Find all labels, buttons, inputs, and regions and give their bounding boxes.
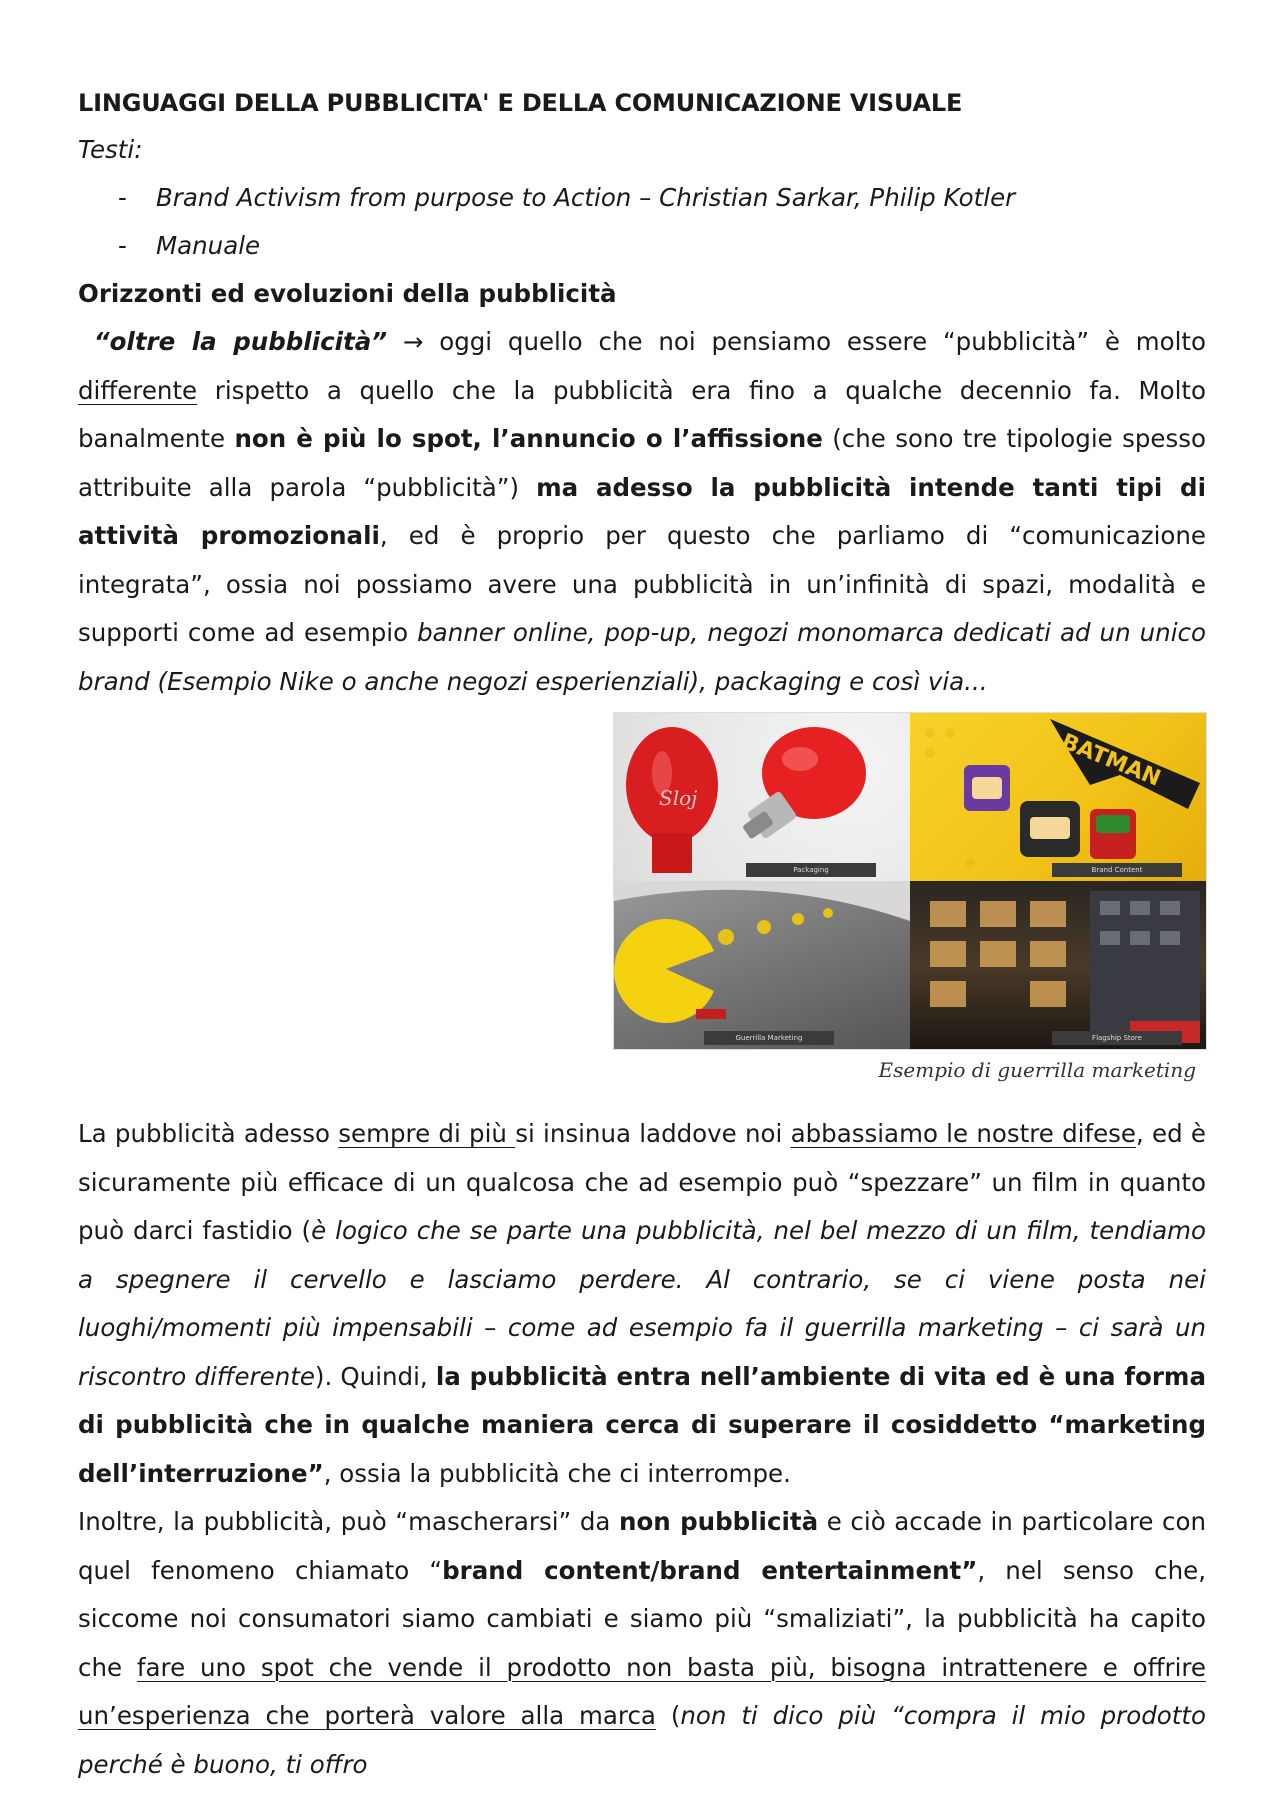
- image-label: Guerrilla Marketing: [704, 1031, 834, 1045]
- store-building-illustration: [910, 881, 1206, 1049]
- reference-list: [78, 174, 1206, 270]
- underlined-text: sempre di più: [338, 1119, 516, 1148]
- paragraph-text: si insinua laddove noi: [515, 1119, 791, 1148]
- document-page: [78, 80, 1206, 1789]
- testi-label: Testi:: [78, 135, 143, 164]
- list-item: [78, 174, 1206, 222]
- list-dash: -: [118, 231, 127, 260]
- list-dash: -: [118, 183, 127, 212]
- paragraph-text: La pubblicità adesso: [78, 1119, 339, 1148]
- image-label: Flagship Store: [1052, 1031, 1182, 1045]
- packaging-image: [614, 713, 910, 881]
- paragraph-guerrilla: [78, 1110, 1206, 1498]
- quoted-phrase: “oltre la pubblicità”: [93, 327, 388, 356]
- reference-text: Brand Activism from purpose to Action – Christian Sarkar, Philip Kotler: [156, 183, 1016, 212]
- paragraph-text: ). Quindi,: [314, 1361, 436, 1391]
- document-title: LINGUAGGI DELLA PUBBLICITA' E DELLA COMUNICAZIONE VISUALE: [78, 89, 963, 117]
- image-collage: [613, 712, 1207, 1050]
- paragraph-intro: [78, 318, 1206, 706]
- paragraph-text: e ciò accade in particolare con quel fenomeno chiamato “: [78, 1507, 1206, 1585]
- brand-content-image: [910, 713, 1206, 881]
- bold-text: non pubblicità: [619, 1507, 819, 1536]
- bold-text: brand content/brand entertainment”: [442, 1555, 978, 1585]
- svg-text:Sloj: Sloj: [659, 786, 698, 810]
- italic-text: banner online, pop-up, negozi monomarca dedicati ad un unico brand (Esempio Nike o anche negozi esperienziali), packaging e così via...: [78, 618, 1206, 696]
- list-item: [78, 222, 1206, 270]
- paragraph-brand-content: [78, 1498, 1206, 1789]
- flagship-store-image: [910, 881, 1206, 1049]
- italic-text: è logico che se parte una pubblicità, nel bel mezzo di un film, tendiamo a spegnere il cervello e lasciamo perdere. Al contrario, se ci viene posta nei luoghi/momenti più impensabili – come ad esempio fa il guerrilla marketing – ci sarà un riscontro differente: [78, 1216, 1206, 1391]
- paragraph-text: → oggi quello che noi pensiamo essere “pubblicità” è molto: [387, 327, 1206, 356]
- paragraph-text: , ed è proprio per questo che parliamo di “comunicazione integrata”, ossia noi possiamo avere una pubblicità in un’infinità di spazi, modalità e supporti come ad esempio: [78, 521, 1206, 647]
- paragraph-text: (: [655, 1701, 681, 1730]
- guerrilla-marketing-image: [614, 881, 910, 1049]
- bold-text: la pubblicità entra nell’ambiente di vita ed è una forma di pubblicità che in qualche maniera cerca di superare il cosiddetto “marketing dell’interruzione”: [78, 1361, 1206, 1488]
- image-label: Brand Content: [1052, 863, 1182, 877]
- underlined-text: fare uno spot che vende il prodotto non basta più, bisogna intrattenere e offrire un’esperienza che porterà valore alla marca: [78, 1652, 1207, 1730]
- section-heading: Orizzonti ed evoluzioni della pubblicità: [78, 279, 617, 308]
- lego-batman-illustration: [910, 713, 1206, 881]
- reference-text: Manuale: [156, 231, 261, 260]
- bulb-bottles-illustration: [614, 713, 910, 881]
- pacman-road-illustration: [614, 881, 910, 1049]
- paragraph-text: (che sono tre tipologie spesso attribuite alla parola “pubblicità”): [78, 424, 1206, 502]
- figure: [78, 706, 1206, 1110]
- paragraph-text: Inoltre, la pubblicità, può “mascherarsi” da: [78, 1507, 620, 1536]
- image-label: Packaging: [746, 863, 876, 877]
- paragraph-text: , ossia la pubblicità che ci interrompe.: [323, 1458, 791, 1488]
- paragraph-text: , ed è sicuramente più efficace di un qualcosa che ad esempio può “spezzare” un film in quanto può darci fastidio (: [78, 1119, 1206, 1245]
- underlined-text: abbassiamo le nostre difese: [790, 1119, 1136, 1148]
- svg-text:BATMAN: BATMAN: [1057, 729, 1164, 792]
- bold-text: non è più lo spot, l’annuncio o l’affissione: [234, 424, 823, 453]
- paragraph-text: , nel senso che, siccome noi consumatori siamo cambiati e siamo più “smaliziati”, la pubblicità ha capito che: [78, 1555, 1206, 1682]
- underlined-text: differente: [78, 375, 198, 405]
- paragraph-text: rispetto a quello che la pubblicità era fino a qualche decennio fa. Molto banalmente: [78, 375, 1206, 453]
- bold-text: ma adesso la pubblicità intende tanti tipi di attività promozionali: [78, 472, 1206, 550]
- italic-text: non ti dico più “compra il mio prodotto perché è buono, ti offro: [78, 1701, 1206, 1779]
- figure-caption: Esempio di guerrilla marketing: [878, 1058, 1196, 1082]
